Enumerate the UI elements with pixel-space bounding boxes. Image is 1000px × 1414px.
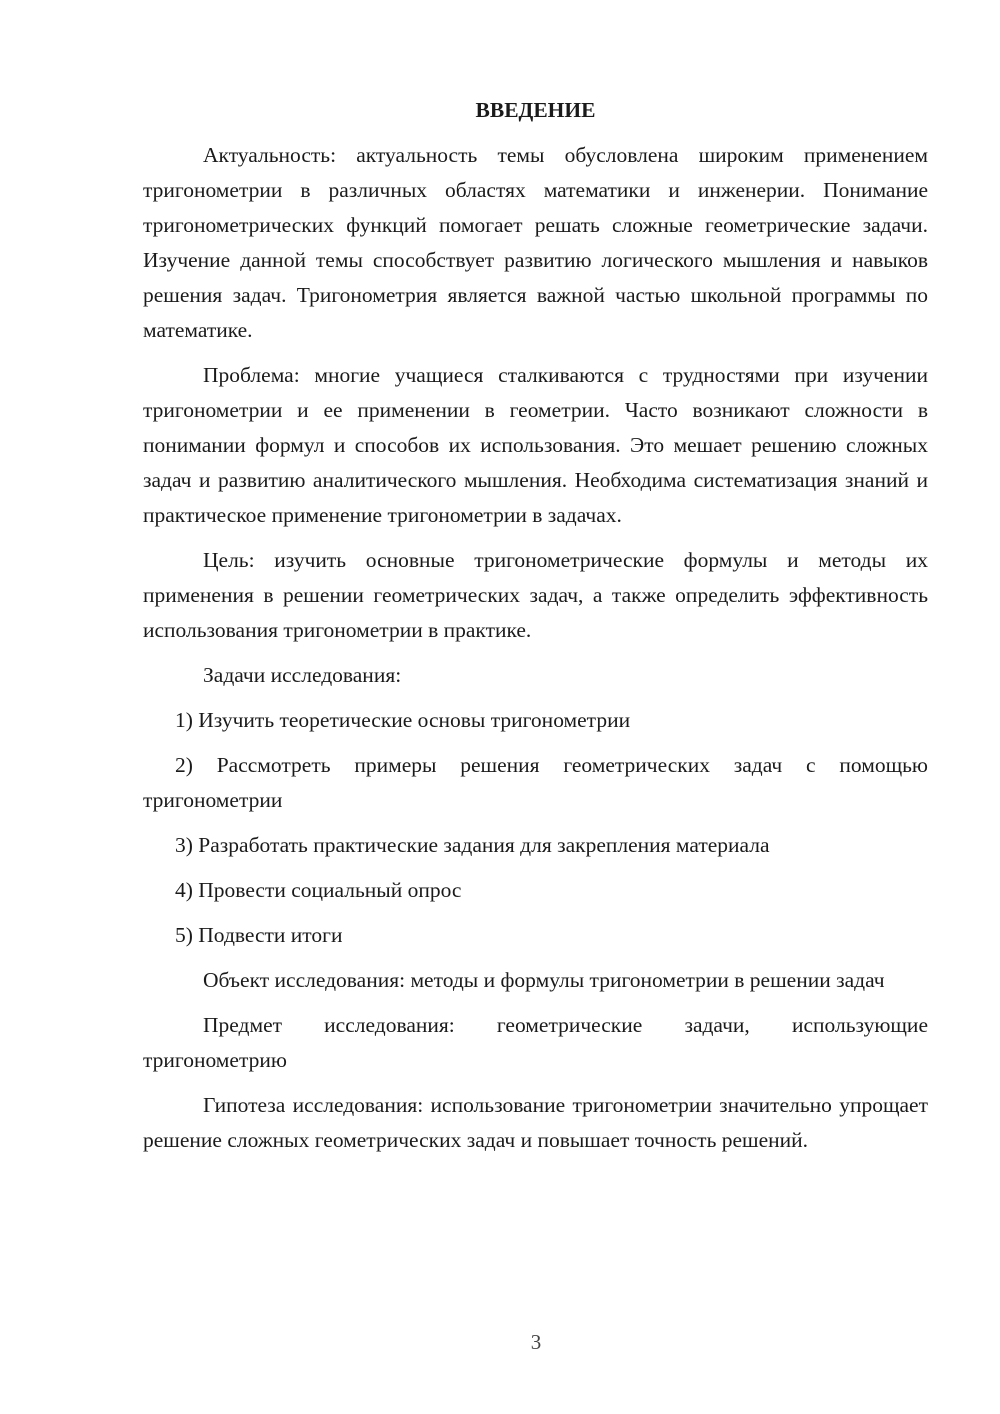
- paragraph-hypothesis: Гипотеза исследования: использование тригонометрии значительно упрощает решение сложных геометрических задач и повышает точность решений.: [143, 1093, 928, 1152]
- paragraph-problem: Проблема: многие учащиеся сталкиваются с трудностями при изучении тригонометрии и ее применении в геометрии. Часто возникают сложности в понимании формул и способов их использования. Это мешает решению сложных задач и развитию аналитического мышления. Необходима систематизация знаний и практическое применение тригонометрии в задачах.: [143, 363, 928, 527]
- page-number: 3: [530, 1330, 542, 1354]
- list-item: 4) Провести социальный опрос: [175, 878, 462, 902]
- paragraph-subject: Предмет исследования: геометрические задачи, использующие тригонометрию: [143, 1013, 928, 1072]
- tasks-list: [143, 703, 928, 953]
- tasks-heading: Задачи исследования:: [203, 663, 402, 687]
- paragraph-object: Объект исследования: методы и формулы тригонометрии в решении задач: [203, 968, 885, 992]
- list-item: 1) Изучить теоретические основы тригонометрии: [175, 708, 631, 732]
- paragraph-goal: Цель: изучить основные тригонометрические формулы и методы их применения в решении геометрических задач, а также определить эффективность использования тригонометрии в практике.: [143, 548, 928, 642]
- list-item: 2) Рассмотреть примеры решения геометрических задач с помощью тригонометрии: [143, 753, 928, 812]
- list-item: 5) Подвести итоги: [175, 923, 343, 947]
- document-page: [143, 93, 928, 1168]
- paragraph-relevance: Актуальность: актуальность темы обусловлена широким применением тригонометрии в различных областях математики и инженерии. Понимание тригонометрических функций помогает решать сложные геометрические задачи. Изучение данной темы способствует развитию логического мышления и навыков решения задач. Тригонометрия является важной частью школьной программы по математике.: [143, 143, 928, 342]
- list-item: 3) Разработать практические задания для закрепления материала: [175, 833, 770, 857]
- page-title: ВВЕДЕНИЕ: [475, 98, 596, 122]
